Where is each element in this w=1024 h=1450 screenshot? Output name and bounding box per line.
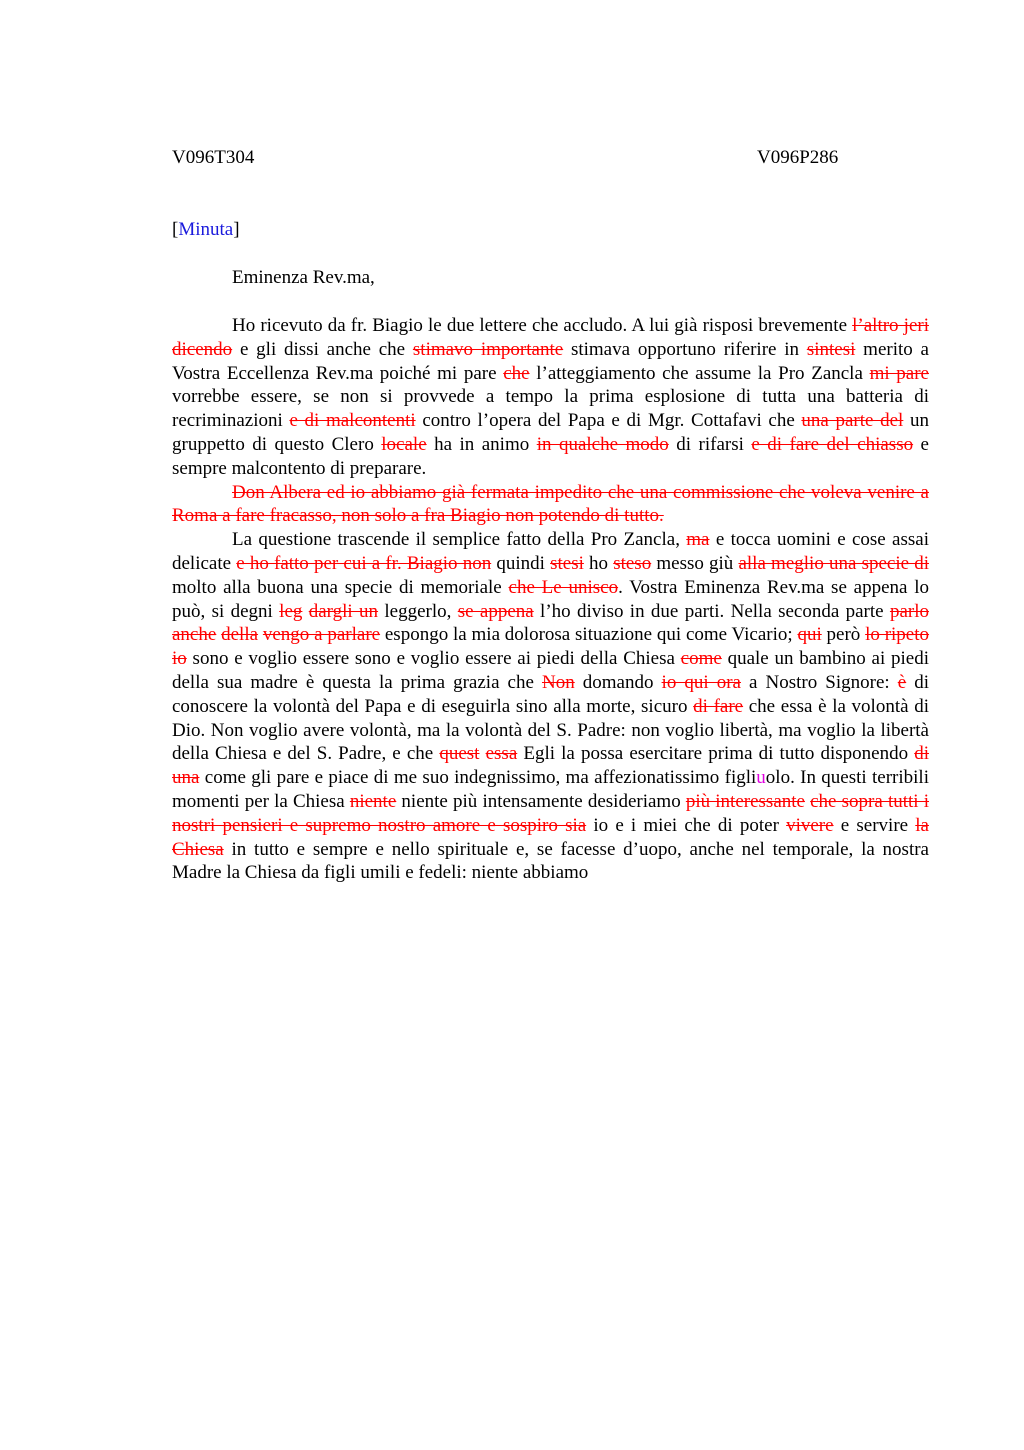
salutation: Eminenza Rev.ma, xyxy=(232,267,375,288)
deleted-text: parlo anche xyxy=(172,600,929,646)
minuta-label xyxy=(172,219,240,241)
deleted-text: ma xyxy=(686,529,710,551)
deleted-text: dicendo xyxy=(172,338,233,360)
document-code-left: V096T304 xyxy=(172,147,255,168)
deleted-text: la Chiesa xyxy=(172,814,929,860)
text-segment: molto alla buona una specie di memoriale xyxy=(172,576,509,598)
deleted-text: in qualche modo xyxy=(536,433,669,455)
deleted-text: e di fare del chiasso xyxy=(751,433,914,455)
text-segment: stimava opportuno riferire in xyxy=(563,338,807,360)
deleted-text: Don Albera ed io abbiamo già fermata impedito che una commissione che voleva venire a Roma a fare fracasso, non solo a fra Biagio non potendo di tutto. xyxy=(172,481,929,527)
deleted-text: stimavo importante xyxy=(412,338,564,360)
text-segment: un gruppetto di questo Clero xyxy=(172,410,929,455)
deleted-text: locale xyxy=(381,433,427,455)
deleted-text: qui xyxy=(797,624,822,646)
text-segment: niente più intensamente desideriamo xyxy=(396,790,686,812)
deleted-text: lo ripeto io xyxy=(172,624,930,670)
text-segment: merito a Vostra Eccellenza Rev.ma poiché mi pare xyxy=(172,338,929,384)
text-segment: espongo la mia dolorosa situazione qui come Vicario; xyxy=(380,624,798,646)
deleted-text: della xyxy=(221,624,259,646)
inserted-letter: u xyxy=(756,767,766,789)
deleted-text: vivere xyxy=(786,814,834,836)
document-code-right: V096P286 xyxy=(757,147,839,168)
deleted-text: una parte del xyxy=(801,410,904,432)
deleted-text: se appena xyxy=(457,600,534,622)
text-segment: però xyxy=(821,624,866,646)
deleted-text: è xyxy=(897,671,907,693)
letter-paragraph xyxy=(172,528,929,885)
letter-body xyxy=(172,314,929,885)
text-segment: a Nostro Signore: xyxy=(740,671,898,693)
deleted-text: mi pare xyxy=(869,362,929,384)
deleted-text: steso xyxy=(613,552,652,574)
text-segment: Egli la possa esercitare prima di tutto disponendo xyxy=(517,743,915,765)
deleted-text: e di malcontenti xyxy=(289,410,416,432)
deleted-text: dargli un xyxy=(308,600,379,622)
deleted-text: di una xyxy=(172,743,929,789)
text-segment: l’ho diviso in due parti. Nella seconda parte xyxy=(533,600,890,622)
text-segment: domando xyxy=(574,671,662,693)
text-segment: La questione trascende il semplice fatto della Pro Zancla, xyxy=(232,529,687,551)
text-segment: quindi xyxy=(491,552,551,574)
text-segment: e servire xyxy=(833,814,916,836)
deleted-text: niente xyxy=(349,790,397,812)
deleted-text: che Le unisco xyxy=(508,576,619,598)
deleted-text: essa xyxy=(485,743,518,765)
minuta-open-bracket: [ xyxy=(172,219,179,240)
deleted-text: più interessante xyxy=(685,790,805,812)
text-segment: vorrebbe essere, se non si provvede a tempo la prima esplosione di tutta una batteria di recriminazioni xyxy=(172,386,929,432)
deleted-text: quest xyxy=(439,743,480,765)
deleted-text: io qui ora xyxy=(661,671,741,693)
text-segment: di rifarsi xyxy=(668,433,752,455)
text-segment: leggerlo, xyxy=(378,600,458,622)
text-segment: l’atteggiamento che assume la Pro Zancla xyxy=(529,362,870,384)
text-segment: e tocca uomini e cose assai delicate xyxy=(172,529,929,574)
deleted-text: di fare xyxy=(693,695,744,717)
text-segment: ha in animo xyxy=(426,433,537,455)
text-segment: di conoscere la volontà del Papa e di eseguirla sino alla morte, sicuro xyxy=(172,671,930,717)
text-segment: in tutto e sempre e nello spirituale e, se facesse d’uopo, anche nel temporale, la nostra Madre la Chiesa da figli umili e fedeli: niente abbiamo xyxy=(172,838,929,884)
text-segment: quale un bambino ai piedi della sua madre è questa la prima grazia che xyxy=(172,648,929,693)
minuta-close-bracket: ] xyxy=(233,219,240,240)
text-segment: . Vostra Eminenza Rev.ma se appena lo può, si degni xyxy=(172,576,930,622)
letter-paragraph xyxy=(172,314,929,481)
text-segment: io e i miei che di poter xyxy=(586,814,787,836)
text-segment: sono e voglio essere sono e voglio essere ai piedi della Chiesa xyxy=(186,648,681,670)
deleted-text: come xyxy=(680,648,722,670)
text-segment: come gli pare e piace di me suo indegnissimo, ma affezionatissimo figli xyxy=(199,767,757,789)
deleted-text: alla meglio una specie di xyxy=(738,552,929,574)
text-segment: ho xyxy=(583,552,614,574)
text-segment: che essa è la volontà di Dio. Non voglio avere volontà, ma la volontà del S. Padre: non voglio libertà, ma voglio la libertà della Chiesa e del S. Padre, e che xyxy=(172,695,929,765)
deleted-text: vengo a parlare xyxy=(262,624,381,646)
text-segment: e sempre malcontento di preparare. xyxy=(172,433,929,479)
text-segment: Ho ricevuto da fr. Biagio le due lettere che accludo. A lui già risposi brevemente xyxy=(232,315,853,336)
deleted-text: sintesi xyxy=(806,338,856,360)
deleted-text: che sopra tutti i nostri pensieri e supremo nostro amore e sospiro sia xyxy=(172,790,929,836)
deleted-text: che xyxy=(503,362,530,384)
letter-paragraph xyxy=(172,481,929,529)
text-segment: messo giù xyxy=(651,552,739,574)
deleted-text: Non xyxy=(541,671,575,693)
deleted-text: e ho fatto per cui a fr. Biagio non xyxy=(236,552,492,574)
text-segment: contro l’opera del Papa e di Mgr. Cottafavi che xyxy=(415,410,802,432)
deleted-text: stesi xyxy=(550,552,584,574)
deleted-text: leg xyxy=(279,600,303,622)
deleted-text: l’altro jeri xyxy=(852,315,929,336)
text-segment: olo. In questi terribili momenti per la Chiesa xyxy=(172,767,929,812)
minuta-text: Minuta xyxy=(178,219,234,240)
text-segment: e gli dissi anche che xyxy=(232,338,413,360)
